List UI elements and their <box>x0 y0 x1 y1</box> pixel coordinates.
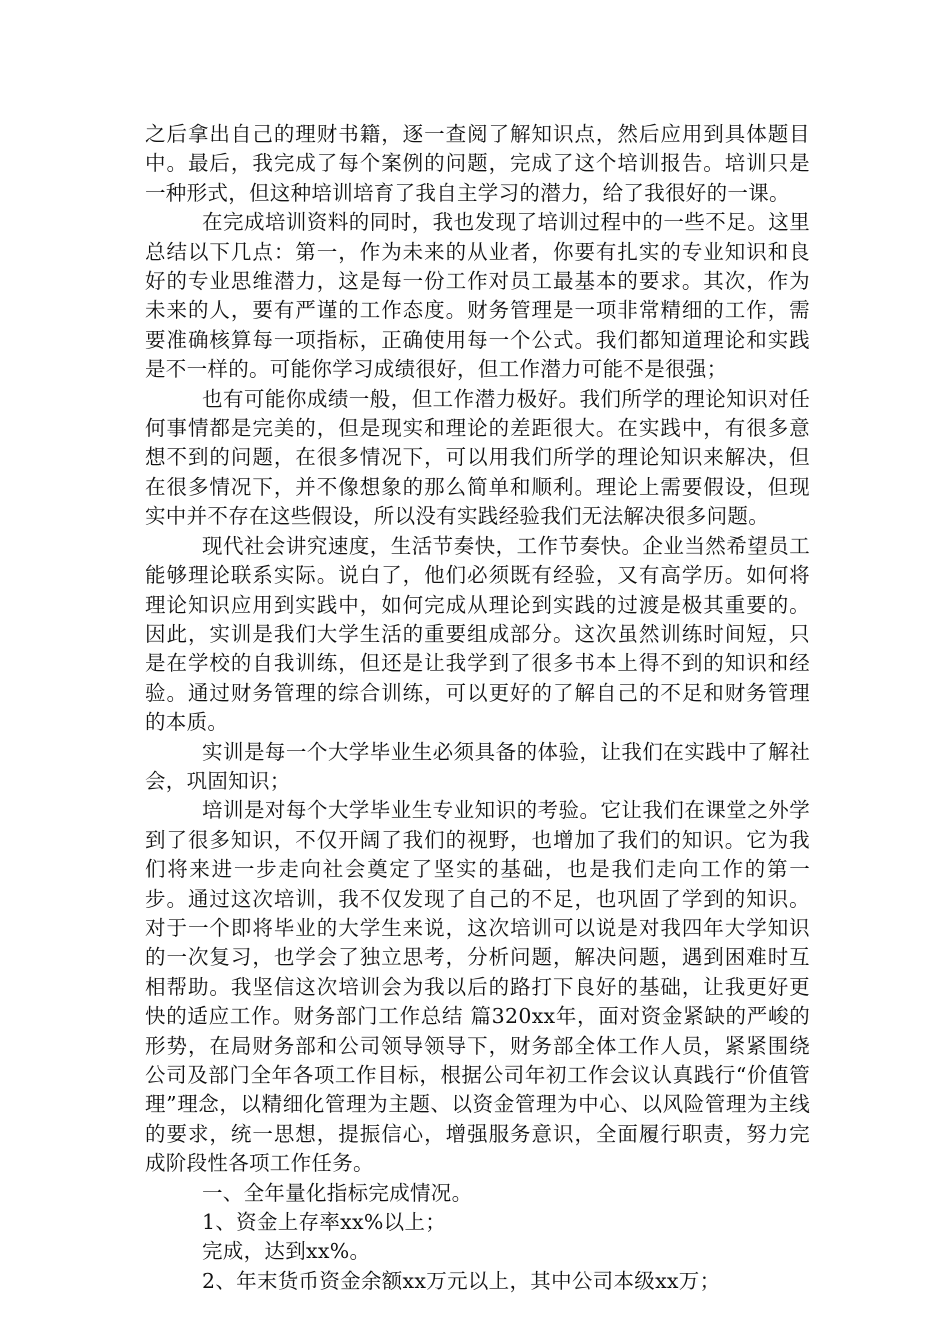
list-item-2: 2、年末货币资金余额xx万元以上，其中公司本级xx万； <box>202 1268 721 1293</box>
paragraph-1: 之后拿出自己的理财书籍，逐一查阅了解知识点，然后应用到具体题目中。最后，我完成了每个案例的问题，完成了这个培训报告。培训只是一种形式，但这种培训培育了我自主学习的潜力，给了我很好的一课。 <box>145 122 810 205</box>
paragraph-5: 实训是每一个大学毕业生必须具备的体验，让我们在实践中了解社会，巩固知识； <box>145 739 810 793</box>
paragraph-2: 在完成培训资料的同时，我也发现了培训过程中的一些不足。这里总结以下几点：第一，作为未来的从业者，你要有扎实的专业知识和良好的专业思维潜力，这是每一份工作对员工最基本的要求。其次，作为未来的人，要有严谨的工作态度。财务管理是一项非常精细的工作，需要准确核算每一项指标，正确使用每一个公式。我们都知道理论和实践是不一样的。可能你学习成绩很好，但工作潜力可能不是很强； <box>145 210 810 382</box>
paragraph-4: 现代社会讲究速度，生活节奏快，工作节奏快。企业当然希望员工能够理论联系实际。说白了，他们必须既有经验，又有高学历。如何将理论知识应用到实践中，如何完成从理论到实践的过渡是极其重要的。因此，实训是我们大学生活的重要组成部分。这次虽然训练时间短，只是在学校的自我训练，但还是让我学到了很多书本上得不到的知识和经验。通过财务管理的综合训练，可以更好的了解自己的不足和财务管理的本质。 <box>145 533 810 735</box>
document-body <box>145 120 810 1296</box>
list-item-1: 1、资金上存率xx%以上； <box>202 1210 447 1235</box>
section-heading-1: 一、全年量化指标完成情况。 <box>202 1180 473 1205</box>
paragraph-3: 也有可能你成绩一般，但工作潜力极好。我们所学的理论知识对任何事情都是完美的，但是现实和理论的差距很大。在实践中，有很多意想不到的问题，在很多情况下，可以用我们所学的理论知识来解决，但在很多情况下，并不像想象的那么简单和顺利。理论上需要假设，但现实中并不存在这些假设，所以没有实践经验我们无法解决很多问题。 <box>145 386 810 529</box>
paragraph-6: 培训是对每个大学毕业生专业知识的考验。它让我们在课堂之外学到了很多知识，不仅开阔了我们的视野，也增加了我们的知识。它为我们将来进一步走向社会奠定了坚实的基础，也是我们走向工作的第一步。通过这次培训，我不仅发现了自己的不足，也巩固了学到的知识。对于一个即将毕业的大学生来说，这次培训可以说是对我四年大学知识的一次复习，也学会了独立思考，分析问题，解决问题，遇到困难时互相帮助。我坚信这次培训会为我以后的路打下良好的基础，让我更好更快的适应工作。财务部门工作总结 篇320xx年，面对资金紧缺的严峻的形势，在局财务部和公司领导领导下，财务部全体工作人员，紧紧围绕公司及部门全年各项工作目标，根据公司年初工作会议认真践行“价值管理”理念，以精细化管理为主题、以资金管理为中心、以风险管理为主线的要求，统一思想，提振信心，增强服务意识，全面履行职责，努力完成阶段性各项工作任务。 <box>145 798 810 1176</box>
list-item-1-result: 完成，达到xx%。 <box>202 1239 371 1264</box>
